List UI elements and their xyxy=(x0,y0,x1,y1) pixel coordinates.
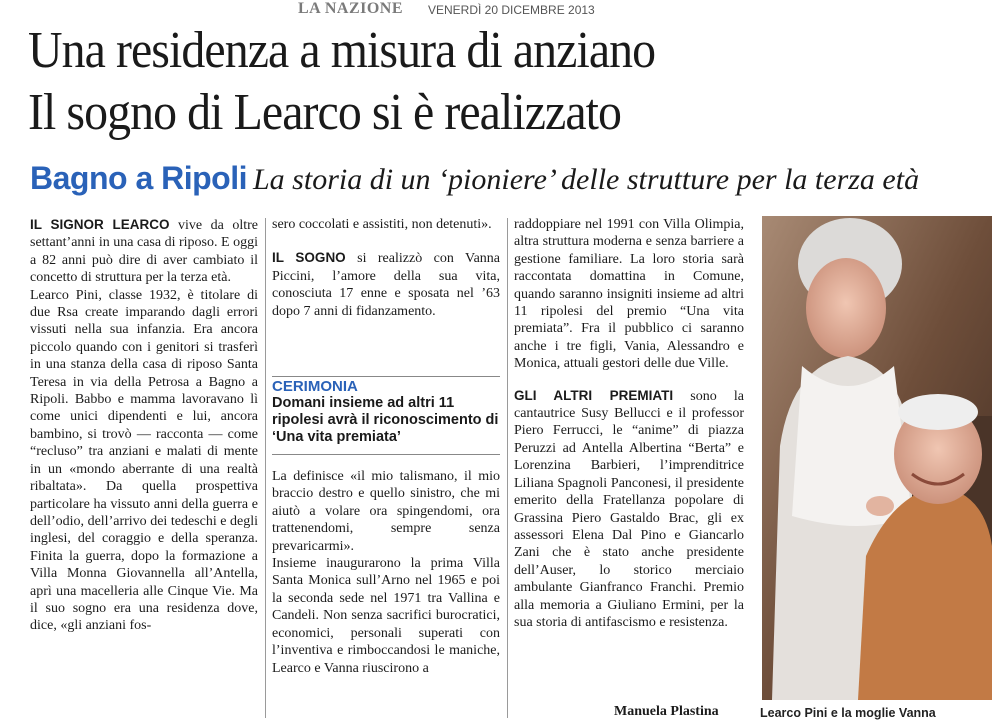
column-divider xyxy=(265,218,266,718)
ceremony-boxout xyxy=(272,376,500,455)
boxout-text: Domani insieme ad altri 11 ripolesi avrà il riconoscimento di ‘Una vita premiata’ xyxy=(272,395,499,445)
paragraph: Learco Pini, classe 1932, è titolare di due Rsa create imparando dagli errori vissuti nella sua infanzia. Era ancora piccolo quando con i genitori si trasferì in una stanza della casa di riposo Santa Teresa in via della Petrosa a Bagno a Ripoli. Babbo e mamma lavoravano lì come unici dipendenti e lui, ancora bambino, si trovò — racconta — come “recluso” tra anziani e malati di mente in un «mondo aberrante di una realtà ribaltata». Da quella prospettiva particolare ha vissuto anni della guerra e dell’odio, dell’arrivo dei tedeschi e degli inglesi, del coraggio e della speranza. Finita la guerra, dopo la formazione a Villa Monna Giovannella all’Antella, aprì una macelleria alle Cinque Vie. Ma il suo sogno era una residenza dove, dice, «gli anziani fos- xyxy=(30,287,258,634)
lead-in: GLI ALTRI PREMIATI xyxy=(514,387,674,403)
lead-in: IL SIGNOR LEARCO xyxy=(30,217,170,232)
article-column-1 xyxy=(30,216,258,635)
author-byline: Manuela Plastina xyxy=(614,704,719,719)
masthead xyxy=(0,0,1000,22)
paragraph-text: si realizzò con Vanna Piccini, l’amore della sua vita, conosciuta 17 enne e sposata nel ’63 dopo 7 anni di fidanzamento. xyxy=(272,251,500,319)
headline-line-1: Una residenza a misura di anziano xyxy=(28,22,656,79)
issue-date: VENERDÌ 20 DICEMBRE 2013 xyxy=(428,3,595,17)
couple-photo xyxy=(762,216,992,700)
kicker-place: Bagno a Ripoli xyxy=(30,160,247,196)
boxout-kicker: CERIMONIA xyxy=(272,378,358,395)
kicker-subtitle: La storia di un ‘pioniere’ delle strutture per la terza età xyxy=(253,163,920,196)
article-column-3 xyxy=(514,216,744,631)
paragraph xyxy=(30,216,258,287)
kicker xyxy=(30,160,919,197)
paragraph xyxy=(514,387,744,632)
paragraph-text: vive da oltre settant’anni in una casa di riposo. E oggi a 82 anni può dire di aver cambiato il concetto di struttura per la terza età. xyxy=(30,218,258,286)
column-divider xyxy=(507,218,508,718)
paragraph: La definisce «il mio talismano, il mio braccio destro e quello sinistro, che mi aiutò a volare ora spingendomi, ora trattenendomi, sempre senza prevaricarmi». xyxy=(272,469,500,554)
paragraph: sero coccolati e assistiti, non detenuti». xyxy=(272,217,492,232)
lead-in: IL SOGNO xyxy=(272,250,346,266)
paragraph: Insieme inaugurarono la prima Villa Santa Monica sull’Arno nel 1965 e poi la seconda sede nel 1971 tra Vallina e Candeli. Non senza sacrifici burocratici, economici, personali superati con l’inventiva e rimboccandosi le maniche, Learco e Vanna riuscirono a xyxy=(272,556,500,676)
photo-illustration xyxy=(762,216,992,700)
paragraph: raddoppiare nel 1991 con Villa Olimpia, altra struttura moderna e senza barriere a gestione familiare. La loro storia sarà raccontata domattina in Comune, quando saranno insigniti insieme ad altri 11 ripolesi del premio “Una vita premiata”. Fra il pubblico ci saranno anche i tre figli, Vania, Alessandro e Monica, attuali gestori delle due Ville. xyxy=(514,217,744,372)
newspaper-name: LA NAZIONE xyxy=(298,0,404,17)
paragraph-text: sono la cantautrice Susy Bellucci e il professor Piero Ferrucci, le “anime” di piazza Peruzzi ad Antella Albertina “Berta” e Lorenzina Barbieri, l’imprenditrice Liliana Spagnoli Panconesi, il presidente emerito della Fratellanza popolare di Grassina Piero Gastaldo Brac, gli ex assessori Elena Dal Pino e Giancarlo Zani che è stato anche presidente dell’Auser, lo storico merciaio ambulante Gianfranco Franchi. Premio alla memoria a Giuliano Ermini, per la sua storia di antifascismo e resistenza. xyxy=(514,388,744,630)
photo-caption: Learco Pini e la moglie Vanna xyxy=(760,706,936,720)
headline-line-2: Il sogno di Learco si è realizzato xyxy=(28,84,622,141)
paragraph xyxy=(272,249,500,320)
